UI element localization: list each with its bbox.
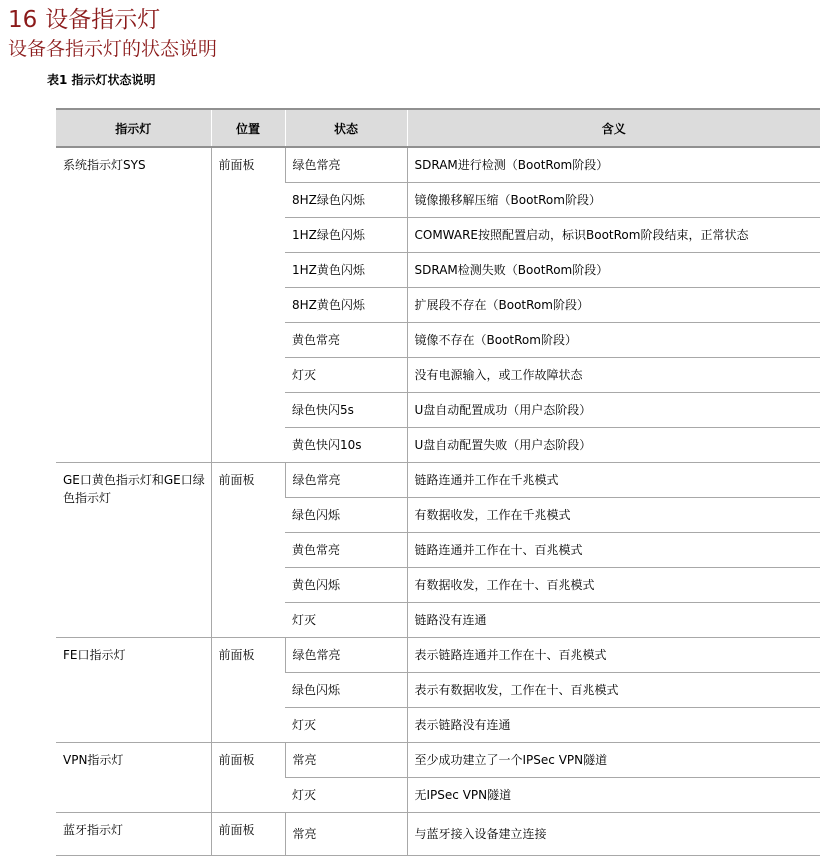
meaning-cell: 链路没有连通 xyxy=(407,603,820,638)
indicator-name-cell: VPN指示灯 xyxy=(56,743,211,813)
header-meaning: 含义 xyxy=(407,109,820,147)
meaning-cell: U盘自动配置失败（用户态阶段） xyxy=(407,428,820,463)
meaning-cell: 与蓝牙接入设备建立连接 xyxy=(407,813,820,856)
position-cell: 前面板 xyxy=(211,463,285,638)
meaning-cell: U盘自动配置成功（用户态阶段） xyxy=(407,393,820,428)
meaning-cell: 有数据收发，工作在十、百兆模式 xyxy=(407,568,820,603)
meaning-cell: 链路连通并工作在千兆模式 xyxy=(407,463,820,498)
section-title: 设备各指示灯的状态说明 xyxy=(8,38,218,60)
state-cell: 黄色常亮 xyxy=(285,533,407,568)
state-cell: 绿色常亮 xyxy=(285,147,407,183)
meaning-cell: SDRAM检测失败（BootRom阶段） xyxy=(407,253,820,288)
meaning-cell: 至少成功建立了一个IPSec VPN隧道 xyxy=(407,743,820,778)
state-cell: 绿色常亮 xyxy=(285,638,407,673)
header-indicator: 指示灯 xyxy=(56,109,211,147)
indicator-name-cell: FE口指示灯 xyxy=(56,638,211,743)
table-caption: 表1 指示灯状态说明 xyxy=(47,73,156,87)
indicator-name-cell: 系统指示灯SYS xyxy=(56,147,211,463)
chapter-title: 设备指示灯 xyxy=(45,7,161,33)
state-cell: 灯灭 xyxy=(285,358,407,393)
position-cell: 前面板 xyxy=(211,147,285,463)
table-row xyxy=(56,147,820,183)
state-cell: 1HZ黄色闪烁 xyxy=(285,253,407,288)
header-state: 状态 xyxy=(285,109,407,147)
table-header-row xyxy=(56,109,820,147)
state-cell: 绿色闪烁 xyxy=(285,498,407,533)
chapter-heading xyxy=(8,1,160,34)
meaning-cell: 有数据收发，工作在千兆模式 xyxy=(407,498,820,533)
indicator-name-cell: 蓝牙指示灯 xyxy=(56,813,211,856)
meaning-cell: 表示链路没有连通 xyxy=(407,708,820,743)
state-cell: 黄色快闪10s xyxy=(285,428,407,463)
state-cell: 绿色闪烁 xyxy=(285,673,407,708)
position-cell: 前面板 xyxy=(211,743,285,813)
meaning-cell: COMWARE按照配置启动，标识BootRom阶段结束，正常状态 xyxy=(407,218,820,253)
state-cell: 8HZ绿色闪烁 xyxy=(285,183,407,218)
meaning-cell: 镜像搬移解压缩（BootRom阶段） xyxy=(407,183,820,218)
state-cell: 绿色常亮 xyxy=(285,463,407,498)
meaning-cell: 表示链路连通并工作在十、百兆模式 xyxy=(407,638,820,673)
state-cell: 1HZ绿色闪烁 xyxy=(285,218,407,253)
indicator-name-cell: GE口黄色指示灯和GE口绿色指示灯 xyxy=(56,463,211,638)
state-cell: 黄色闪烁 xyxy=(285,568,407,603)
meaning-cell: 扩展段不存在（BootRom阶段） xyxy=(407,288,820,323)
position-cell: 前面板 xyxy=(211,638,285,743)
indicator-table xyxy=(56,108,820,856)
table-row xyxy=(56,743,820,778)
table-row xyxy=(56,813,820,856)
state-cell: 灯灭 xyxy=(285,603,407,638)
meaning-cell: 没有电源输入，或工作故障状态 xyxy=(407,358,820,393)
header-position: 位置 xyxy=(211,109,285,147)
table-row xyxy=(56,638,820,673)
state-cell: 常亮 xyxy=(285,743,407,778)
meaning-cell: SDRAM进行检测（BootRom阶段） xyxy=(407,147,820,183)
meaning-cell: 表示有数据收发，工作在十、百兆模式 xyxy=(407,673,820,708)
meaning-cell: 镜像不存在（BootRom阶段） xyxy=(407,323,820,358)
chapter-number: 16 xyxy=(8,7,38,33)
table-row xyxy=(56,463,820,498)
state-cell: 绿色快闪5s xyxy=(285,393,407,428)
state-cell: 黄色常亮 xyxy=(285,323,407,358)
state-cell: 灯灭 xyxy=(285,778,407,813)
state-cell: 常亮 xyxy=(285,813,407,856)
meaning-cell: 链路连通并工作在十、百兆模式 xyxy=(407,533,820,568)
position-cell: 前面板 xyxy=(211,813,285,856)
meaning-cell: 无IPSec VPN隧道 xyxy=(407,778,820,813)
state-cell: 8HZ黄色闪烁 xyxy=(285,288,407,323)
table-body xyxy=(56,147,820,856)
state-cell: 灯灭 xyxy=(285,708,407,743)
